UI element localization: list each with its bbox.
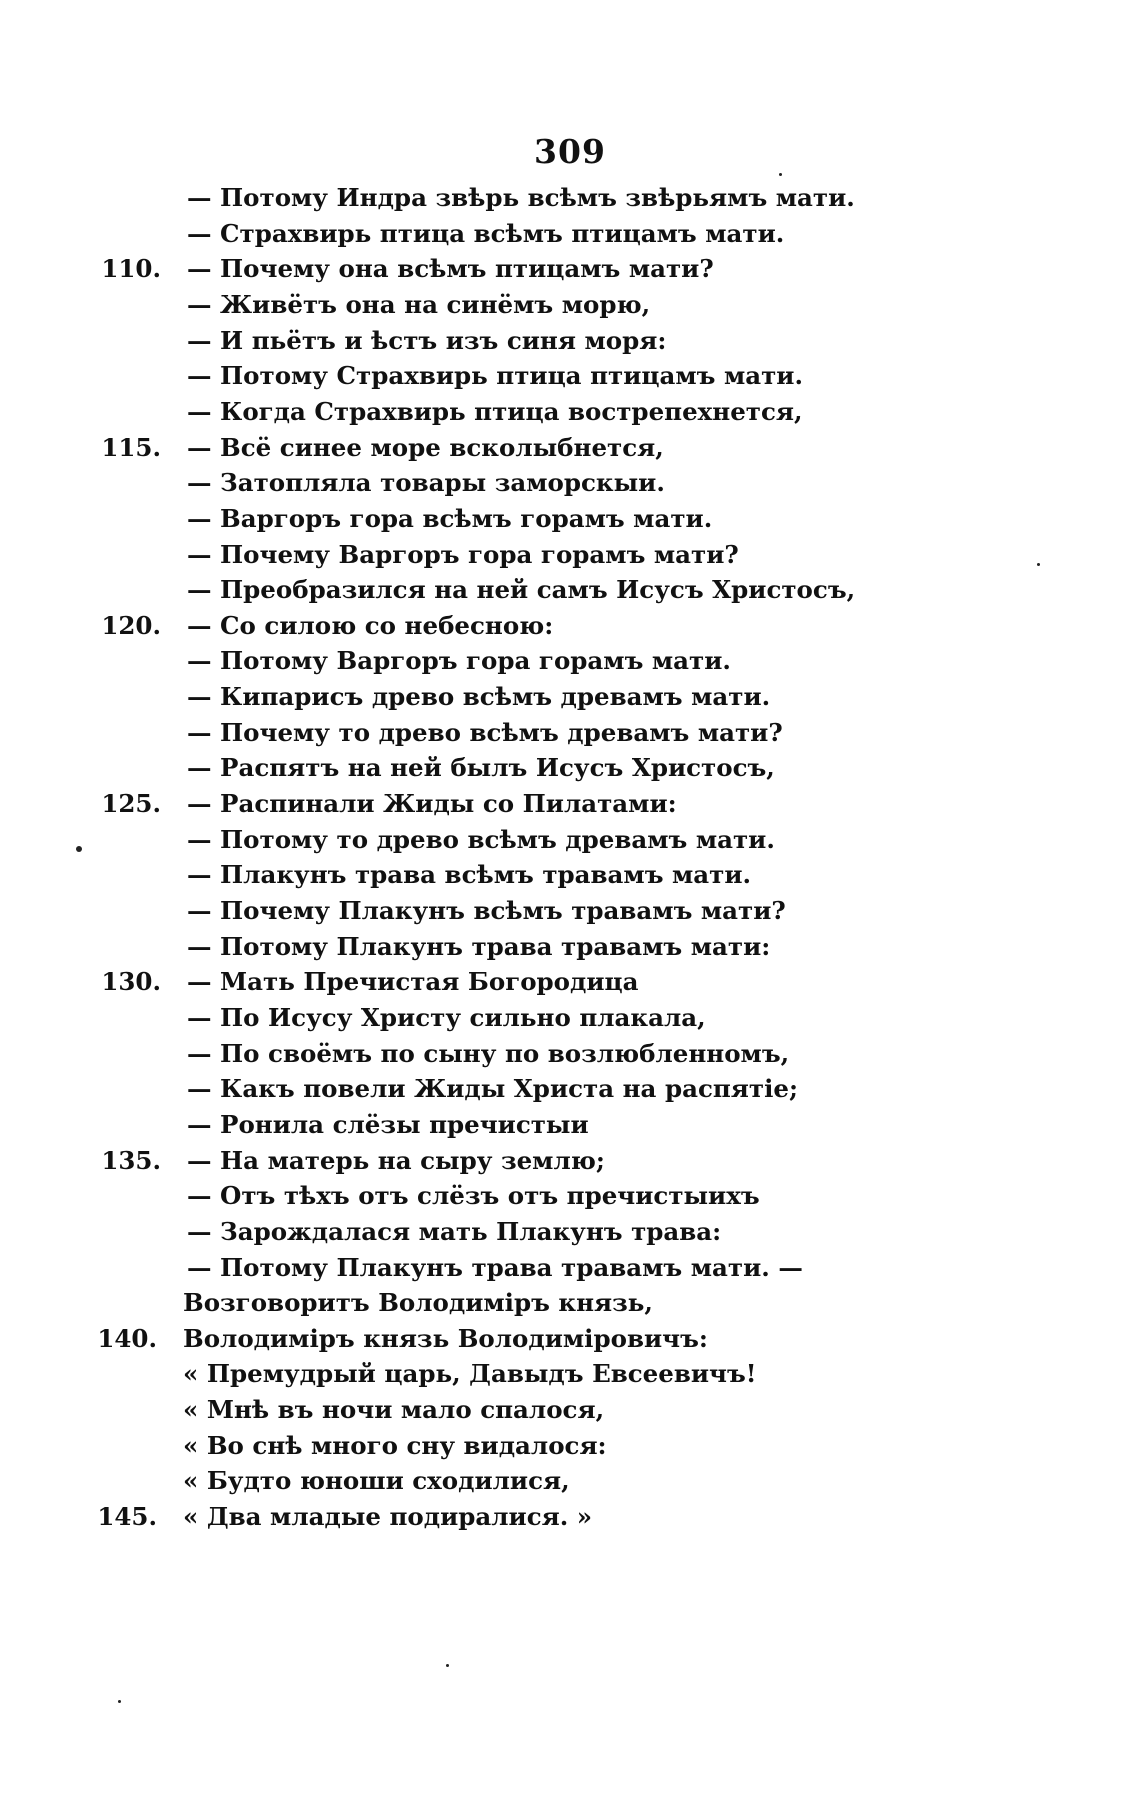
verse-text: « Мнѣ въ ночи мало спалося, — [183, 1395, 605, 1425]
verse-text: — Ронила слёзы пречистыи — [187, 1109, 589, 1139]
line-number: 135. — [101, 1145, 161, 1175]
verse-text: « Будто юноши сходилися, — [183, 1466, 570, 1496]
verse-text: — По Исусу Христу сильно плакала, — [187, 1002, 706, 1032]
margin-speck — [1037, 563, 1040, 566]
verse-text: — Мать Пречистая Богородица — [187, 967, 639, 997]
verse-text: — Какъ повели Жиды Христа на распятіе; — [187, 1074, 799, 1104]
verse-text: — Распятъ на ней былъ Исусъ Христосъ, — [187, 753, 775, 783]
verse-text: Возговоритъ Володимiръ князь, — [183, 1288, 653, 1318]
verse-text: « Два младые подиралися. » — [183, 1502, 593, 1532]
line-number: 110. — [101, 254, 161, 284]
verse-text: Володимiръ князь Володимiровичъ: — [183, 1323, 708, 1353]
verse-text: — Потому Индра звѣрь всѣмъ звѣрьямъ мати. — [187, 183, 855, 212]
verse-text: — Со силою со небесною: — [187, 610, 554, 640]
verse-text: — На матерь на сыру землю; — [187, 1145, 605, 1175]
verse-text: — Живётъ она на синёмъ морю, — [187, 289, 651, 319]
verse-text: — Варгоръ гора всѣмъ горамъ мати. — [187, 503, 713, 533]
verse-text: — Всё синее море всколыбнется, — [187, 432, 664, 462]
verse-text: — Кипарисъ древо всѣмъ древамъ мати. — [187, 682, 771, 712]
margin-speck — [446, 1664, 449, 1667]
verse-text: — Плакунъ трава всѣмъ травамъ мати. — [187, 860, 752, 890]
verse-text: « Премудрый царь, Давыдъ Евсеевичъ! — [183, 1359, 757, 1389]
verse-text: — Почему она всѣмъ птицамъ мати? — [187, 254, 714, 284]
verse-text: — Отъ тѣхъ отъ слёзъ отъ пречистыихъ — [187, 1181, 760, 1211]
line-number: 130. — [101, 967, 161, 997]
line-number: 115. — [101, 432, 161, 462]
line-number: 145. — [97, 1502, 157, 1532]
line-number: 140. — [97, 1323, 157, 1353]
verse-text: — Потому Варгоръ гора горамъ мати. — [187, 646, 731, 676]
line-number: 125. — [101, 789, 161, 819]
verse-text: « Во снѣ много сну видалося: — [183, 1430, 607, 1460]
verse-text: — Потому Плакунъ трава травамъ мати. — — [187, 1252, 803, 1282]
verse-text: — Потому то древо всѣмъ древамъ мати. — [187, 824, 775, 854]
verse-text: — Распинали Жиды со Пилатами: — [187, 789, 677, 819]
verse-text: — Потому Плакунъ трава травамъ мати: — [187, 931, 771, 961]
verse-text: — И пьётъ и ѣстъ изъ синя моря: — [187, 325, 667, 355]
margin-speck — [76, 846, 82, 852]
verse-text: — Потому Страхвирь птица птицамъ мати. — [187, 361, 803, 391]
verse-text: — Страхвирь птица всѣмъ птицамъ мати. — [187, 218, 785, 248]
page-number: 309 — [534, 132, 606, 171]
verse-text: — Зарождалася мать Плакунъ трава: — [187, 1216, 722, 1246]
verse-text: — Когда Страхвирь птица вострепехнется, — [187, 396, 803, 426]
verse-text: — Преобразился на ней самъ Исусъ Христосъ, — [187, 575, 856, 605]
verse-text: — Затопляла товары заморскыи. — [187, 468, 665, 498]
line-number: 120. — [101, 610, 161, 640]
verse-text: — Почему то древо всѣмъ древамъ мати? — [187, 717, 783, 747]
margin-speck — [118, 1700, 121, 1703]
verse-text: — Почему Плакунъ всѣмъ травамъ мати? — [187, 896, 786, 925]
margin-speck — [779, 173, 782, 176]
verse-text: — Почему Варгоръ гора горамъ мати? — [187, 539, 739, 569]
verse-text: — По своёмъ по сыну по возлюбленномъ, — [187, 1038, 790, 1068]
